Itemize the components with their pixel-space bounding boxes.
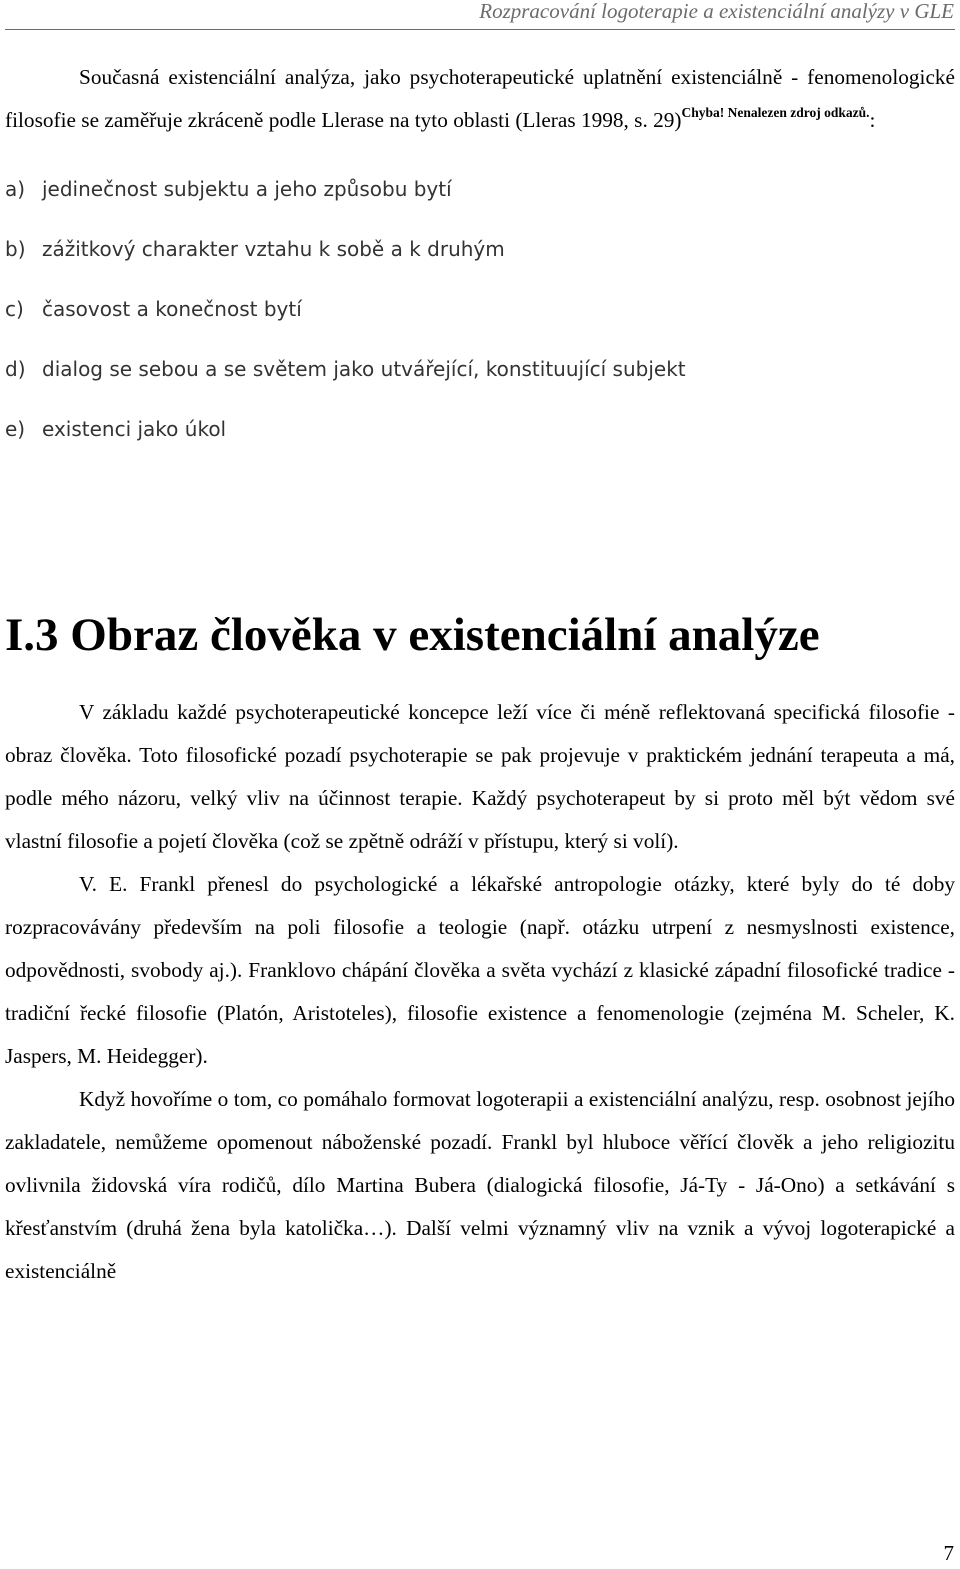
list-item bbox=[5, 219, 955, 279]
list-item bbox=[5, 339, 955, 399]
list-item-text: dialog se sebou a se světem jako utvářející, konstituující subjekt bbox=[42, 357, 686, 381]
list-item-text: zážitkový charakter vztahu k sobě a k druhým bbox=[42, 237, 505, 261]
body-paragraph: V. E. Frankl přenesl do psychologické a lékařské antropologie otázky, které byly do té doby rozpracovávány především na poli filosofie a teologie (např. otázku utrpení z nesmyslnosti existence, odpovědnosti, svobody aj.). Franklovo chápání člověka a světa vychází z klasické západní filosofické tradice - tradiční řecké filosofie (Platón, Aristoteles), filosofie existence a fenomenologie (zejména M. Scheler, K. Jaspers, M. Heidegger). bbox=[5, 872, 955, 1068]
list-item-label: e) bbox=[5, 417, 26, 441]
page-content bbox=[5, 56, 955, 1293]
intro-paragraph bbox=[5, 56, 955, 142]
list-item-text: existenci jako úkol bbox=[42, 417, 227, 441]
body-paragraph: V základu každé psychoterapeutické koncepce leží více či méně reflektovaná specifická filosofie - obraz člověka. Toto filosofické pozadí psychoterapie se pak projevuje v praktickém jednání terapeuta a má, podle mého názoru, velký vliv na účinnost terapie. Každý psychoterapeut by si proto měl být vědom své vlastní filosofie a pojetí člověka (což se zpětně odráží v přístupu, který si volí). bbox=[5, 700, 955, 853]
list-item-label: b) bbox=[5, 237, 26, 261]
topic-list bbox=[5, 159, 955, 459]
error-reference: Chyba! Nenalezen zdroj odkazů. bbox=[681, 105, 870, 120]
page-number: 7 bbox=[943, 1541, 954, 1565]
list-item-label: d) bbox=[5, 357, 26, 381]
header-rule bbox=[5, 29, 955, 30]
intro-text: Současná existenciální analýza, jako psychoterapeutické uplatnění existenciálně - fenomenologické filosofie se zaměřuje zkráceně podle Llerase na tyto oblasti (Lleras 1998, s. 29) bbox=[5, 65, 955, 132]
intro-suffix: : bbox=[869, 108, 876, 132]
list-item bbox=[5, 279, 955, 339]
section-heading: I.3 Obraz člověka v existenciální analýze bbox=[5, 609, 820, 661]
list-item-text: časovost a konečnost bytí bbox=[42, 297, 302, 321]
list-item-label: a) bbox=[5, 177, 26, 201]
list-item-label: c) bbox=[5, 297, 24, 321]
running-header: Rozpracování logoterapie a existenciální analýzy v GLE bbox=[479, 0, 954, 23]
list-item bbox=[5, 159, 955, 219]
body-paragraph: Když hovoříme o tom, co pomáhalo formovat logoterapii a existenciální analýzu, resp. osobnost jejího zakladatele, nemůžeme opomenout náboženské pozadí. Frankl byl hluboce věřící člověk a jeho religiozitu ovlivnila židovská víra rodičů, dílo Martina Bubera (dialogická filosofie, Já-Ty - Já-Ono) a setkávání s křesťanstvím (druhá žena byla katolička…). Další velmi významný vliv na vznik a vývoj logoterapické a existenciálně bbox=[5, 1087, 955, 1283]
list-item bbox=[5, 399, 955, 459]
list-item-text: jedinečnost subjektu a jeho způsobu bytí bbox=[42, 177, 452, 201]
